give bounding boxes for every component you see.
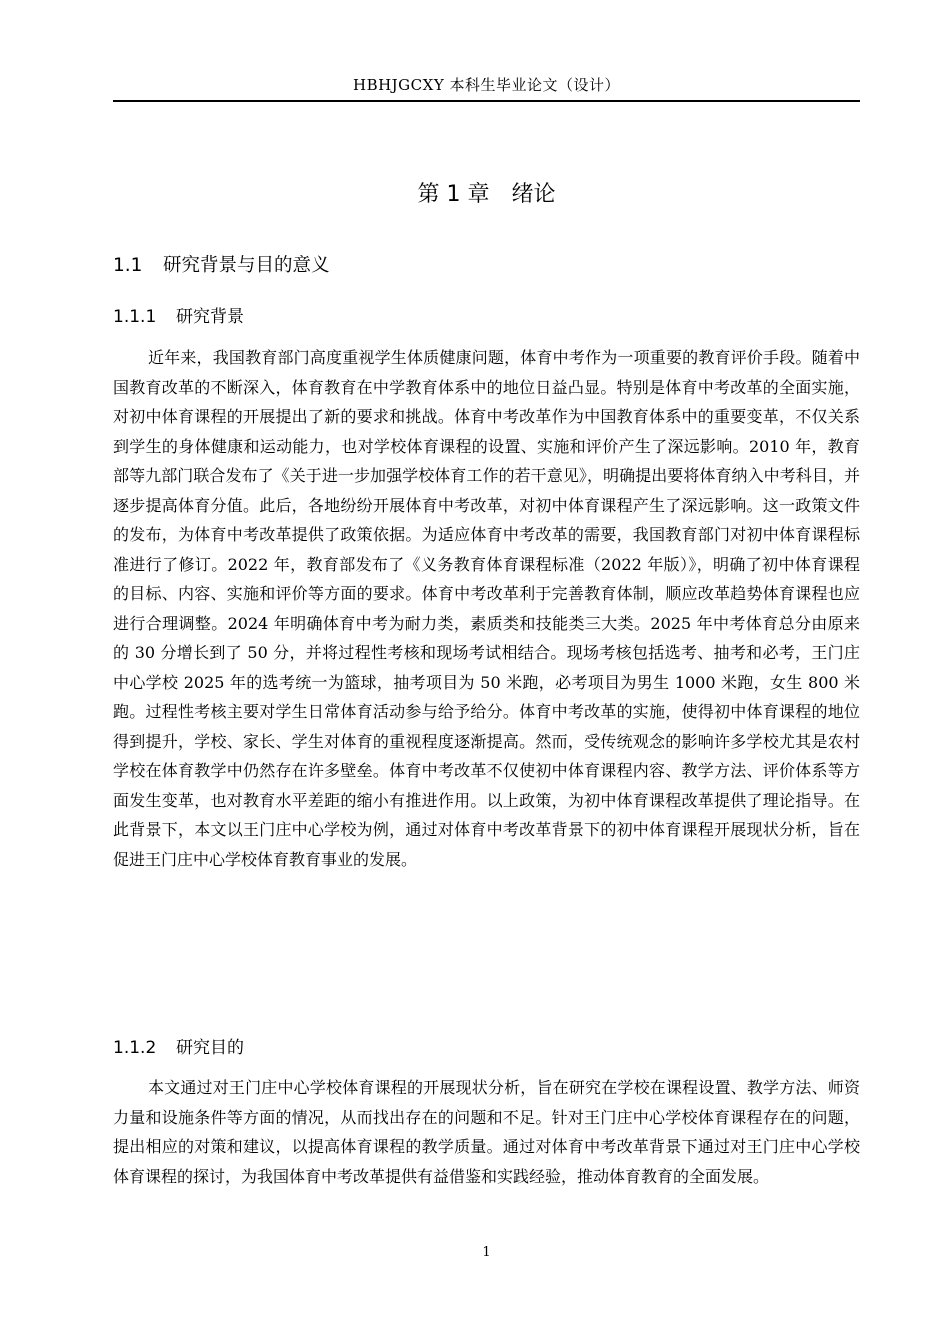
subsection-number: 1.1.1 [113, 307, 157, 327]
section-heading-1-1 [113, 252, 330, 280]
background-paragraph: 近年来，我国教育部门高度重视学生体质健康问题，体育中考作为一项重要的教育评价手段。随着中国教育改革的不断深入，体育教育在中学教育体系中的地位日益凸显。特别是体育中考改革的全面实施，对初中体育课程的开展提出了新的要求和挑战。体育中考改革作为中国教育体系中的重要变革，不仅关系到学生的身体健康和运动能力，也对学校体育课程的设置、实施和评价产生了深远影响。2010 年，教育部等九部门联合发布了《关于进一步加强学校体育工作的若干意见》，明确提出要将体育纳入中考科目，并逐步提高体育分值。此后，各地纷纷开展体育中考改革，对初中体育课程产生了深远影响。这一政策文件的发布，为体育中考改革提供了政策依据。为适应体育中考改革的需要，我国教育部门对初中体育课程标准进行了修订。2022 年，教育部发布了《义务教育体育课程标准（2022 年版）》，明确了初中体育课程的目标、内容、实施和评价等方面的要求。体育中考改革利于完善教育体制，顺应改革趋势体育课程也应进行合理调整。2024 年明确体育中考为耐力类，素质类和技能类三大类。2025 年中考体育总分由原来的 30 分增长到了 50 分，并将过程性考核和现场考试相结合。现场考核包括选考、抽考和必考，王门庄中心学校 2025 年的选考统一为篮球，抽考项目为 50 米跑，必考项目为男生 1000 米跑，女生 800 米跑。过程性考核主要对学生日常体育活动参与给予给分。体育中考改革的实施，使得初中体育课程的地位得到提升，学校、家长、学生对体育的重视程度逐渐提高。然而，受传统观念的影响许多学校尤其是农村学校在体育教学中仍然存在许多壁垒。体育中考改革不仅使初中体育课程内容、教学方法、评价体系等方面发生变革，也对教育水平差距的缩小有推进作用。以上政策，为初中体育课程改革提供了理论指导。在此背景下，本文以王门庄中心学校为例，通过对体育中考改革背景下的初中体育课程开展现状分析，旨在促进王门庄中心学校体育教育事业的发展。 [113, 348, 860, 869]
page-number: 1 [482, 1245, 491, 1260]
purpose-paragraph: 本文通过对王门庄中心学校体育课程的开展现状分析，旨在研究在学校在课程设置、教学方法、师资力量和设施条件等方面的情况，从而找出存在的问题和不足。针对王门庄中心学校体育课程存在的问题，提出相应的对策和建议，以提高体育课程的教学质量。通过对体育中考改革背景下通过对王门庄中心学校体育课程的探讨，为我国体育中考改革提供有益借鉴和实践经验，推动体育教育的全面发展。 [113, 1078, 860, 1186]
section-title: 研究背景与目的意义 [163, 255, 330, 276]
header-rule [113, 100, 860, 102]
running-header: HBHJGCXY 本科生毕业论文（设计） [352, 76, 620, 94]
chapter-name: 绪论 [511, 182, 556, 207]
chapter-number: 第 1 章 [417, 182, 490, 207]
subsection-heading-1-1-1 [113, 303, 244, 331]
subsection-number: 1.1.2 [113, 1038, 157, 1058]
subsection-title: 研究背景 [176, 307, 244, 327]
subsection-heading-1-1-2 [113, 1034, 244, 1062]
section-number: 1.1 [113, 255, 143, 276]
chapter-title [113, 178, 860, 212]
subsection-title: 研究目的 [176, 1038, 244, 1058]
